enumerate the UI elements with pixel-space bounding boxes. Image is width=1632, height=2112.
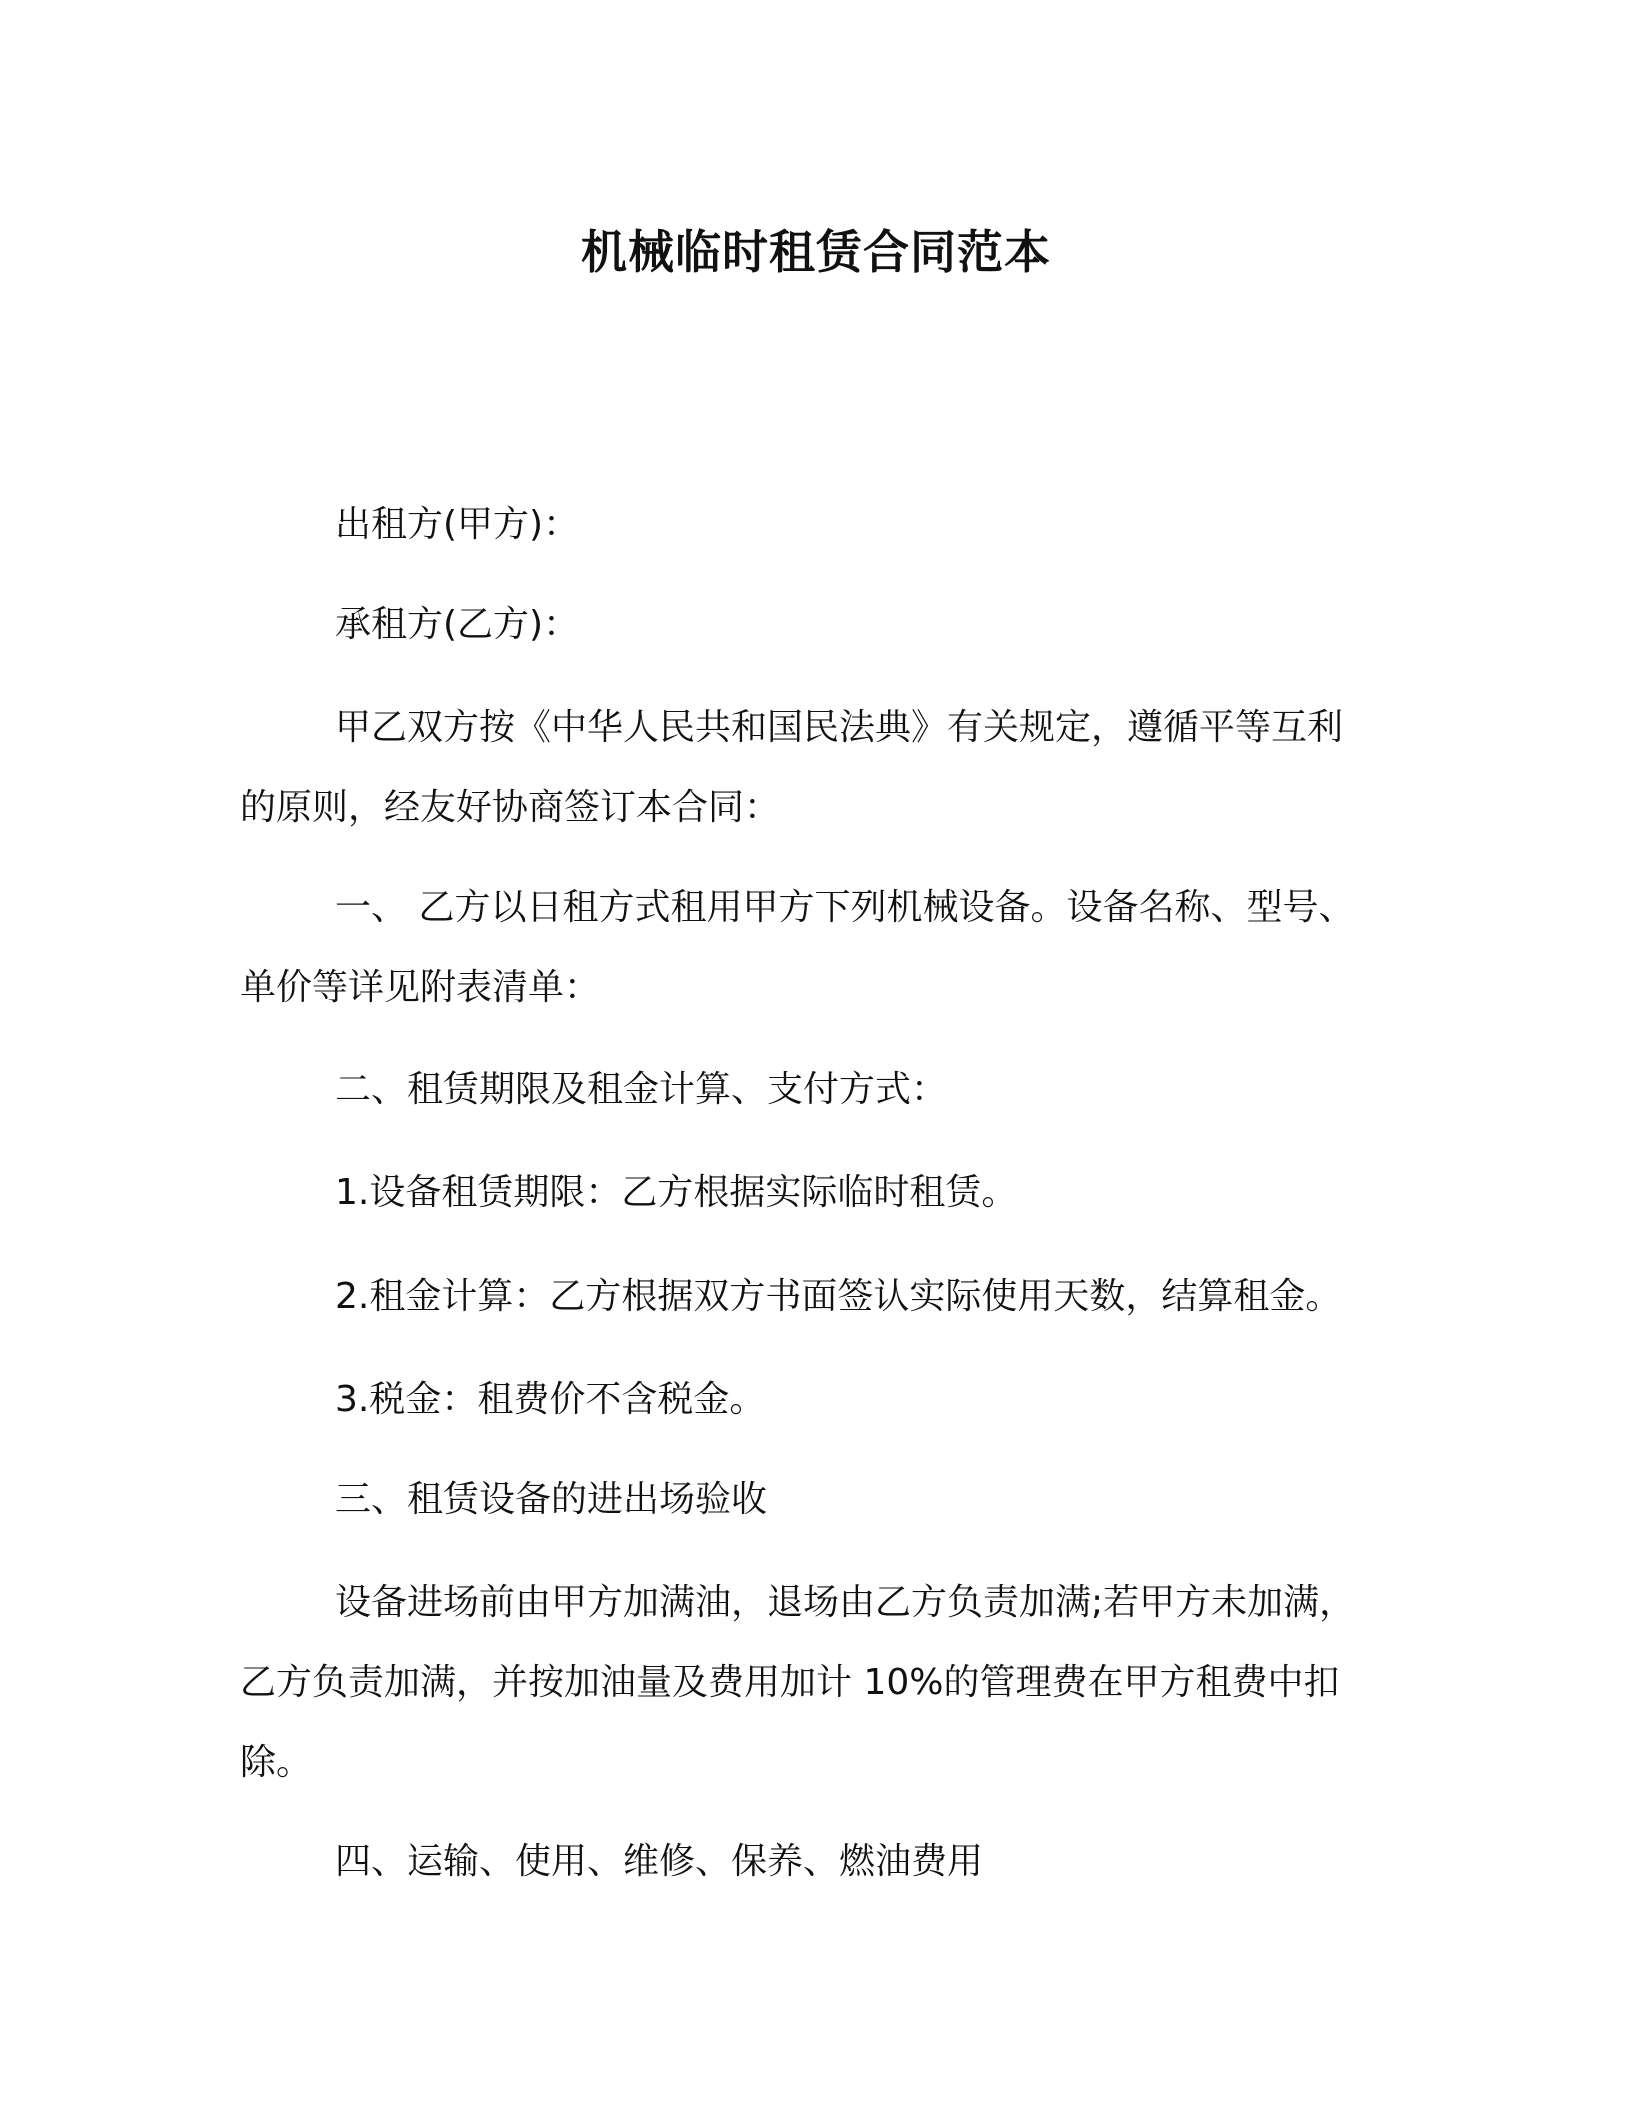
clause-4-heading: 四、运输、使用、维修、保养、燃油费用 bbox=[335, 1841, 984, 1882]
clause-2-item-2: 2.租金计算：乙方根据双方书面签认实际使用天数，结算租金。 bbox=[335, 1276, 1342, 1317]
document-title: 机械临时租赁合同范本 bbox=[581, 225, 1051, 279]
clause-2-heading: 二、租赁期限及租金计算、支付方式： bbox=[335, 1069, 948, 1110]
clause-3-paragraph bbox=[240, 1563, 1390, 1803]
clause-3-line-1: 设备进场前由甲方加满油，退场由乙方负责加满;若甲方未加满， bbox=[335, 1582, 1356, 1623]
intro-line-2: 的原则，经友好协商签订本合同： bbox=[240, 787, 781, 828]
clause-2-item-3: 3.税金：租费价不含税金。 bbox=[335, 1379, 766, 1420]
clause-2-item-1: 1.设备租赁期限：乙方根据实际临时租赁。 bbox=[335, 1172, 1018, 1213]
lessor-label: 出租方(甲方)： bbox=[335, 504, 580, 545]
clause-1-line-1: 一、 乙方以日租方式租用甲方下列机械设备。设备名称、型号、 bbox=[335, 887, 1355, 928]
clause-3-heading: 三、租赁设备的进出场验收 bbox=[335, 1479, 768, 1520]
clause-1-paragraph bbox=[240, 868, 1390, 1028]
intro-paragraph bbox=[240, 688, 1390, 848]
clause-3-line-3: 除。 bbox=[240, 1742, 313, 1783]
clause-1-line-2: 单价等详见附表清单： bbox=[240, 967, 601, 1008]
clause-3-line-2: 乙方负责加满，并按加油量及费用加计 10%的管理费在甲方租费中扣 bbox=[240, 1662, 1340, 1703]
lessee-label: 承租方(乙方)： bbox=[335, 604, 580, 645]
intro-line-1: 甲乙双方按《中华人民共和国民法典》有关规定，遵循平等互利 bbox=[335, 707, 1344, 748]
